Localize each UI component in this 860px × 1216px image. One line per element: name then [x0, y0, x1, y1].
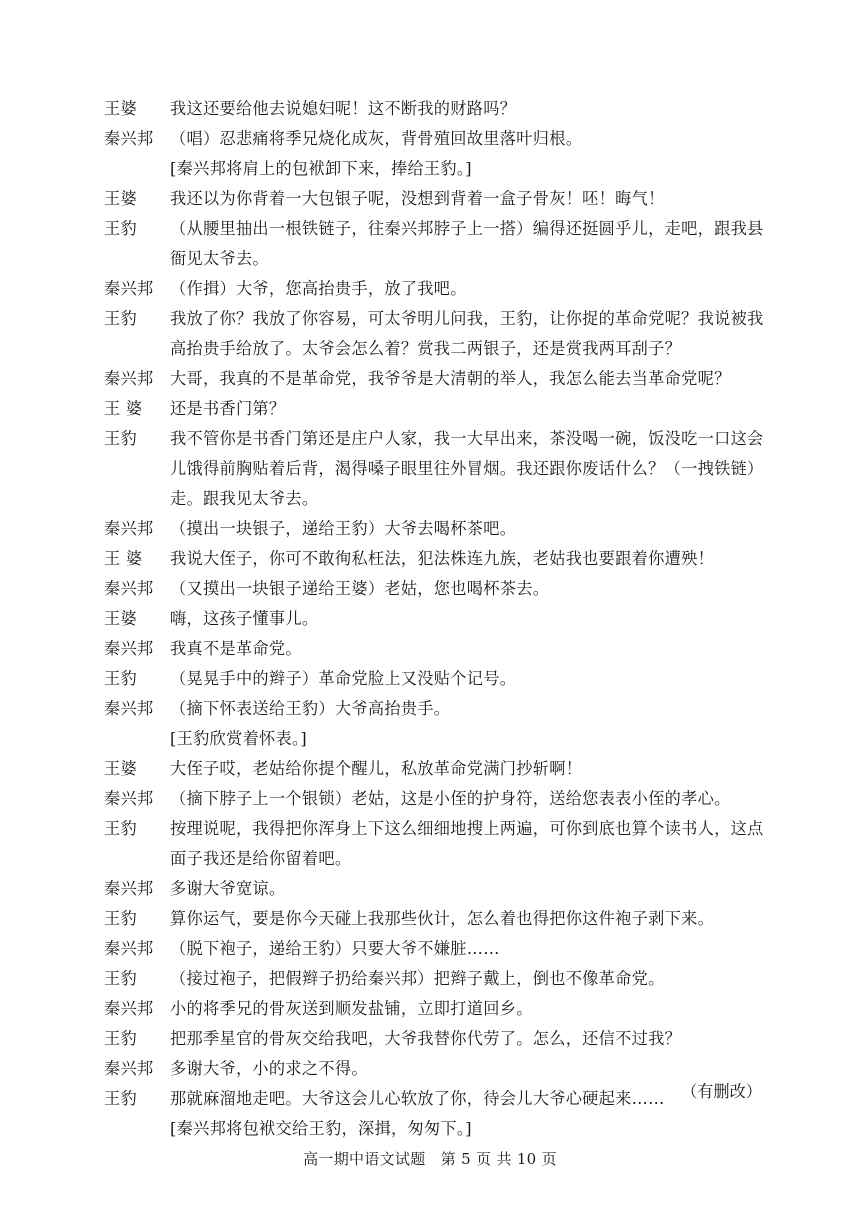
speech-text: 我说大侄子，你可不敢徇私枉法，犯法株连九族，老姑我也要跟着你遭殃！: [170, 549, 715, 568]
speech-text: 算你运气，要是你今天碰上我那些伙计，怎么着也得把你这件袍子剥下来。: [170, 909, 715, 928]
speech-text: 大侄子哎，老姑给你提个醒儿，私放革命党满门抄斩啊！: [170, 759, 583, 778]
speech-text: 我真不是革命党。: [170, 639, 302, 658]
dialogue-line: [104, 274, 776, 304]
dialogue-line: [104, 424, 776, 514]
speech-text: 把那季星官的骨灰交给我吧，大爷我替你代劳了。怎么，还信不过我？: [170, 1029, 682, 1048]
speaker-name: 王 婆: [104, 549, 143, 568]
speech-text: 多谢大爷，小的求之不得。: [170, 1059, 368, 1078]
speaker-name: 王豹: [104, 969, 137, 988]
dialogue-line: [104, 1084, 776, 1114]
speaker-name: 秦兴邦: [104, 129, 154, 148]
stage-direction: [王豹欣赏着怀表。]: [170, 729, 308, 748]
dialogue-line: [104, 214, 776, 274]
dialogue-line: [104, 364, 776, 394]
speech-text: 我还以为你背着一大包银子呢，没想到背着一盒子骨灰！呸！晦气！: [170, 189, 665, 208]
speaker-name: 秦兴邦: [104, 279, 154, 298]
speaker-name: 王婆: [104, 189, 137, 208]
speech-text: （晃晃手中的辫子）革命党脸上又没贴个记号。: [170, 669, 517, 688]
speech-text: 多谢大爷宽谅。: [170, 879, 286, 898]
speech-text: （接过袍子，把假辫子扔给秦兴邦）把辫子戴上，倒也不像革命党。: [170, 969, 665, 988]
dialogue-line: [104, 814, 776, 874]
speaker-name: 秦兴邦: [104, 999, 154, 1018]
dialogue-line: [104, 574, 776, 604]
speaker-name: 秦兴邦: [104, 939, 154, 958]
speech-text: （摘下脖子上一个银锁）老姑，这是小侄的护身符，送给您表表小侄的孝心。: [170, 789, 731, 808]
dialogue-line: [104, 874, 776, 904]
speech-text: （脱下袍子，递给王豹）只要大爷不嫌脏……: [170, 939, 500, 958]
speech-text: 按理说呢，我得把你浑身上下这么细细地搜上两遍，可你到底也算个读书人，这点面子我还是给你留着吧。: [170, 819, 764, 868]
speaker-name: 王豹: [104, 669, 137, 688]
speech-text: 我放了你？我放了你容易，可太爷明儿问我，王豹，让你捉的革命党呢？我说被我高抬贵手给放了。太爷会怎么着？赏我二两银子，还是赏我两耳刮子？: [170, 309, 764, 358]
speaker-name: 王婆: [104, 99, 137, 118]
speaker-name: 王豹: [104, 1029, 137, 1048]
speech-text: （唱）忍悲痛将季兄烧化成灰，背骨殖回故里落叶归根。: [170, 129, 583, 148]
dialogue-line: [104, 634, 776, 664]
page-footer: 高一期中语文试题 第 5 页 共 10 页: [303, 1150, 557, 1168]
speaker-name: 王豹: [104, 1089, 137, 1108]
dialogue-line: [104, 604, 776, 634]
speaker-name: 秦兴邦: [104, 579, 154, 598]
speech-text: （作揖）大爷，您高抬贵手，放了我吧。: [170, 279, 467, 298]
speaker-name: 王婆: [104, 609, 137, 628]
speech-text: 我这还要给他去说媳妇呢！这不断我的财路吗？: [170, 99, 517, 118]
dialogue-line: [104, 94, 776, 124]
speaker-name: 王豹: [104, 819, 137, 838]
speaker-name: 秦兴邦: [104, 699, 154, 718]
dialogue-line: [104, 394, 776, 424]
dialogue-line: [104, 994, 776, 1024]
dialogue-line: [104, 664, 776, 694]
dialogue-line: [104, 904, 776, 934]
speech-text: （又摸出一块银子递给王婆）老姑，您也喝杯茶去。: [170, 579, 550, 598]
dialogue-line: [104, 694, 776, 724]
dialogue-line: [104, 544, 776, 574]
speech-text: （摘下怀表送给王豹）大爷高抬贵手。: [170, 699, 451, 718]
speaker-name: 秦兴邦: [104, 639, 154, 658]
speech-text: 那就麻溜地走吧。大爷这会儿心软放了你，待会儿大爷心硬起来……: [170, 1089, 665, 1108]
revision-note: （有删改）: [681, 1082, 762, 1101]
script-dialogue: [104, 94, 776, 1144]
speaker-name: 王豹: [104, 219, 137, 238]
speech-text: （摸出一块银子，递给王豹）大爷去喝杯茶吧。: [170, 519, 517, 538]
speaker-name: 秦兴邦: [104, 879, 154, 898]
speaker-name: 秦兴邦: [104, 789, 154, 808]
stage-direction: [秦兴邦将肩上的包袱卸下来，捧给王豹。]: [170, 159, 472, 178]
dialogue-line: [104, 304, 776, 364]
dialogue-line: [104, 934, 776, 964]
speaker-name: 秦兴邦: [104, 519, 154, 538]
dialogue-line: [104, 784, 776, 814]
speaker-name: 王豹: [104, 909, 137, 928]
speaker-name: 秦兴邦: [104, 369, 154, 388]
speaker-name: 王 婆: [104, 399, 143, 418]
speech-text: 嗨，这孩子懂事儿。: [170, 609, 319, 628]
speech-text: 大哥，我真的不是革命党，我爷爷是大清朝的举人，我怎么能去当革命党呢？: [170, 369, 731, 388]
speaker-name: 秦兴邦: [104, 1059, 154, 1078]
dialogue-line: [104, 184, 776, 214]
speaker-name: 王豹: [104, 429, 137, 448]
speech-text: 还是书香门第？: [170, 399, 286, 418]
speaker-name: 王豹: [104, 309, 137, 328]
dialogue-line: [104, 514, 776, 544]
speech-text: 小的将季兄的骨灰送到顺发盐铺，立即打道回乡。: [170, 999, 533, 1018]
speaker-name: 王婆: [104, 759, 137, 778]
speech-text: （从腰里抽出一根铁链子，往秦兴邦脖子上一搭）编得还挺圆乎儿，走吧，跟我县衙见太爷去。: [170, 219, 764, 268]
dialogue-line: [104, 1054, 776, 1084]
dialogue-line: [104, 124, 776, 154]
speech-text: 我不管你是书香门第还是庄户人家，我一大早出来，茶没喝一碗，饭没吃一口这会儿饿得前胸贴着后背，渴得嗓子眼里往外冒烟。我还跟你废话什么？（一拽铁链）走。跟我见太爷去。: [170, 429, 764, 508]
dialogue-line: [104, 754, 776, 784]
dialogue-line: [104, 964, 776, 994]
dialogue-line: [104, 1024, 776, 1054]
stage-direction: [秦兴邦将包袱交给王豹，深揖，匆匆下。]: [170, 1119, 472, 1138]
